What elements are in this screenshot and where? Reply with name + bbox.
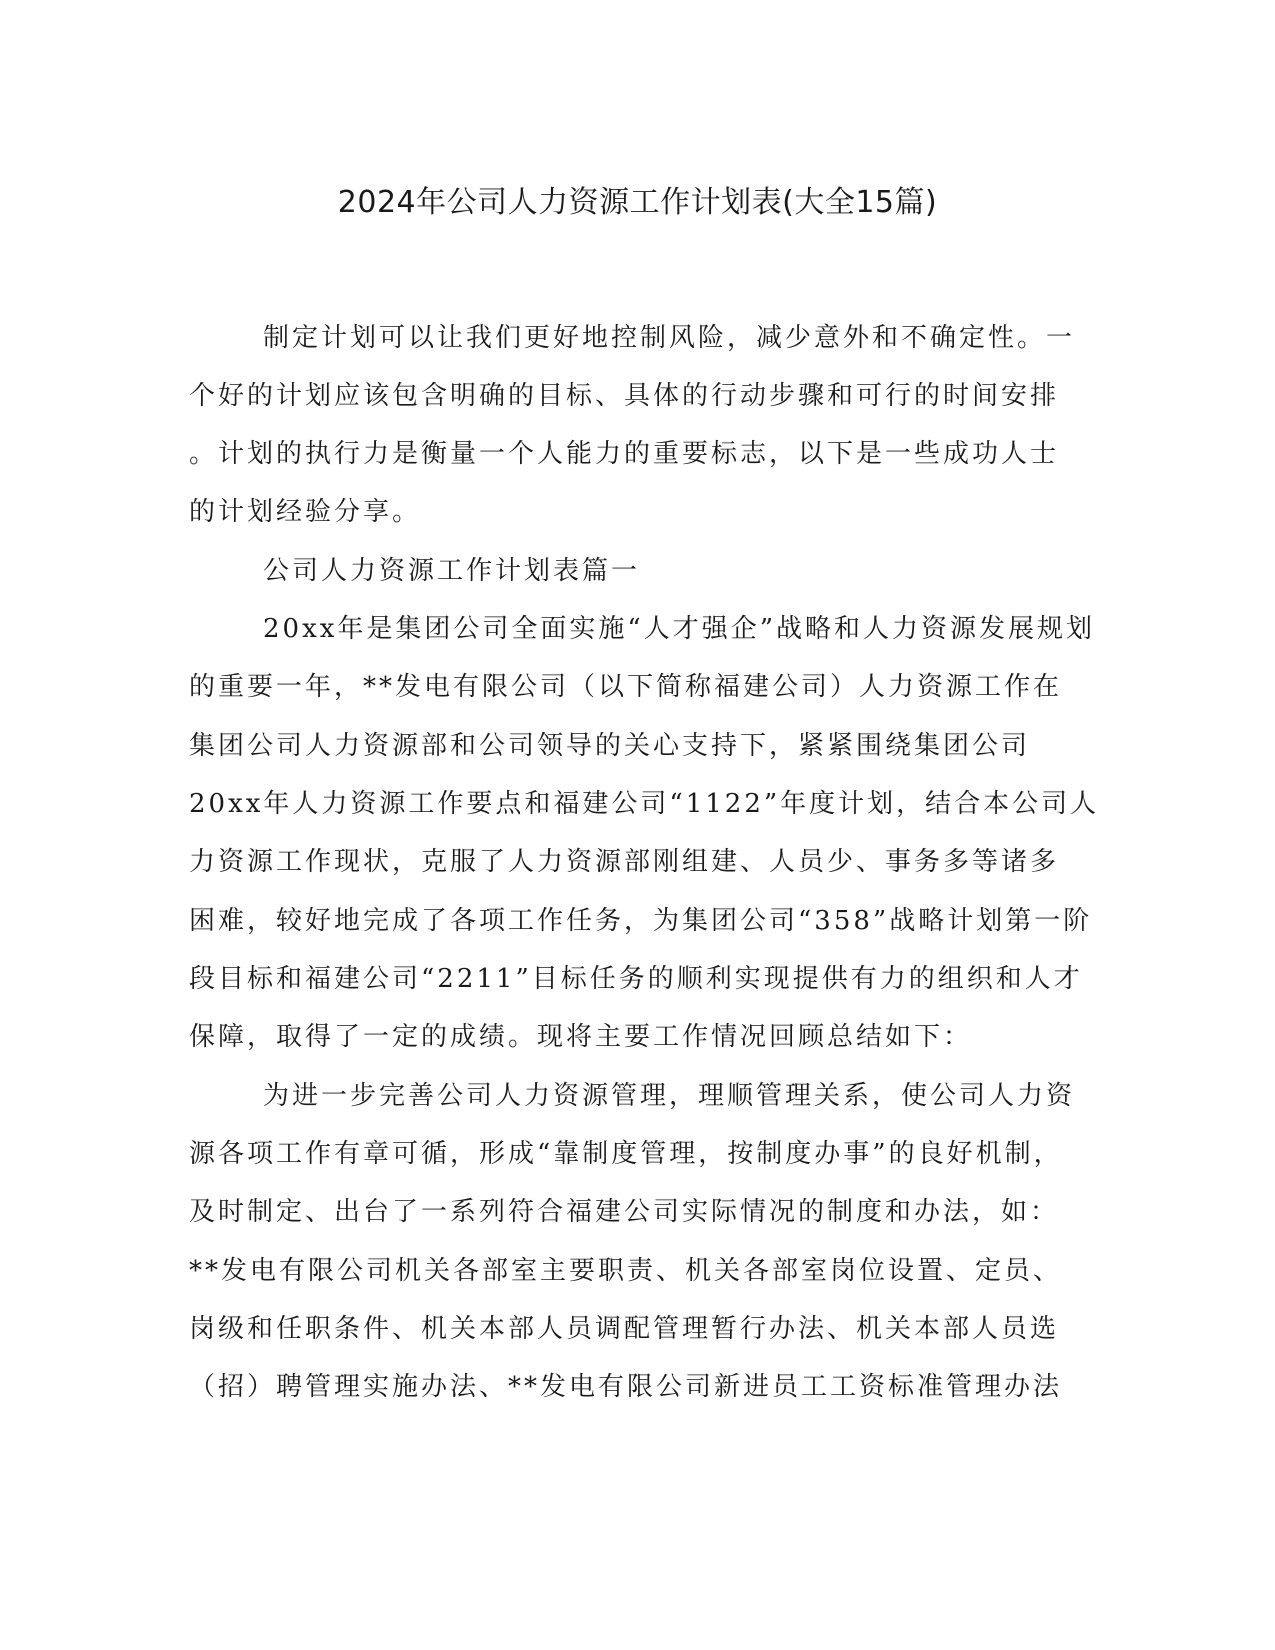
- paragraph-3-line-3: 及时制定、出台了一系列符合福建公司实际情况的制度和办法，如：: [189, 1197, 1060, 1227]
- paragraph-3-line-4: **发电有限公司机关各部室主要职责、机关各部室岗位设置、定员、: [189, 1256, 1063, 1286]
- paragraph-2-line-1: 20xx年是集团公司全面实施“人才强企”战略和人力资源发展规划: [263, 614, 1095, 644]
- paragraph-2-line-5: 力资源工作现状，克服了人力资源部刚组建、人员少、事务多等诸多: [189, 847, 1060, 877]
- paragraph-2-line-4: 20xx年人力资源工作要点和福建公司“1122”年度计划，结合本公司人: [189, 789, 1100, 819]
- paragraph-1-line-4: 的计划经验分享。: [189, 497, 422, 527]
- section-heading: 公司人力资源工作计划表篇一: [263, 556, 641, 586]
- paragraph-2-line-3: 集团公司人力资源部和公司领导的关心支持下，紧紧围绕集团公司: [189, 731, 1031, 761]
- document-title: 2024年公司人力资源工作计划表(大全15篇): [337, 185, 938, 220]
- paragraph-2-line-7: 段目标和福建公司“2211”目标任务的顺利实现提供有力的组织和人才: [189, 964, 1083, 994]
- paragraph-1-line-3: 。计划的执行力是衡量一个人能力的重要标志，以下是一些成功人士: [189, 439, 1060, 469]
- paragraph-2-line-6: 困难，较好地完成了各项工作任务，为集团公司“358”战略计划第一阶: [189, 906, 1093, 936]
- paragraph-1-line-1: 制定计划可以让我们更好地控制风险，减少意外和不确定性。一: [263, 323, 1076, 353]
- paragraph-3-line-6: （招）聘管理实施办法、**发电有限公司新进员工工资标准管理办法: [189, 1372, 1063, 1402]
- paragraph-1-line-2: 个好的计划应该包含明确的目标、具体的行动步骤和可行的时间安排: [189, 381, 1060, 411]
- paragraph-3-line-2: 源各项工作有章可循，形成“靠制度管理，按制度办事”的良好机制，: [189, 1139, 1063, 1169]
- paragraph-2-line-2: 的重要一年，**发电有限公司（以下简称福建公司）人力资源工作在: [189, 672, 1063, 702]
- paragraph-2-line-8: 保障，取得了一定的成绩。现将主要工作情况回顾总结如下：: [189, 1022, 973, 1052]
- paragraph-3-line-5: 岗级和任职条件、机关本部人员调配管理暂行办法、机关本部人员选: [189, 1314, 1060, 1344]
- paragraph-3-line-1: 为进一步完善公司人力资源管理，理顺管理关系，使公司人力资: [263, 1081, 1076, 1111]
